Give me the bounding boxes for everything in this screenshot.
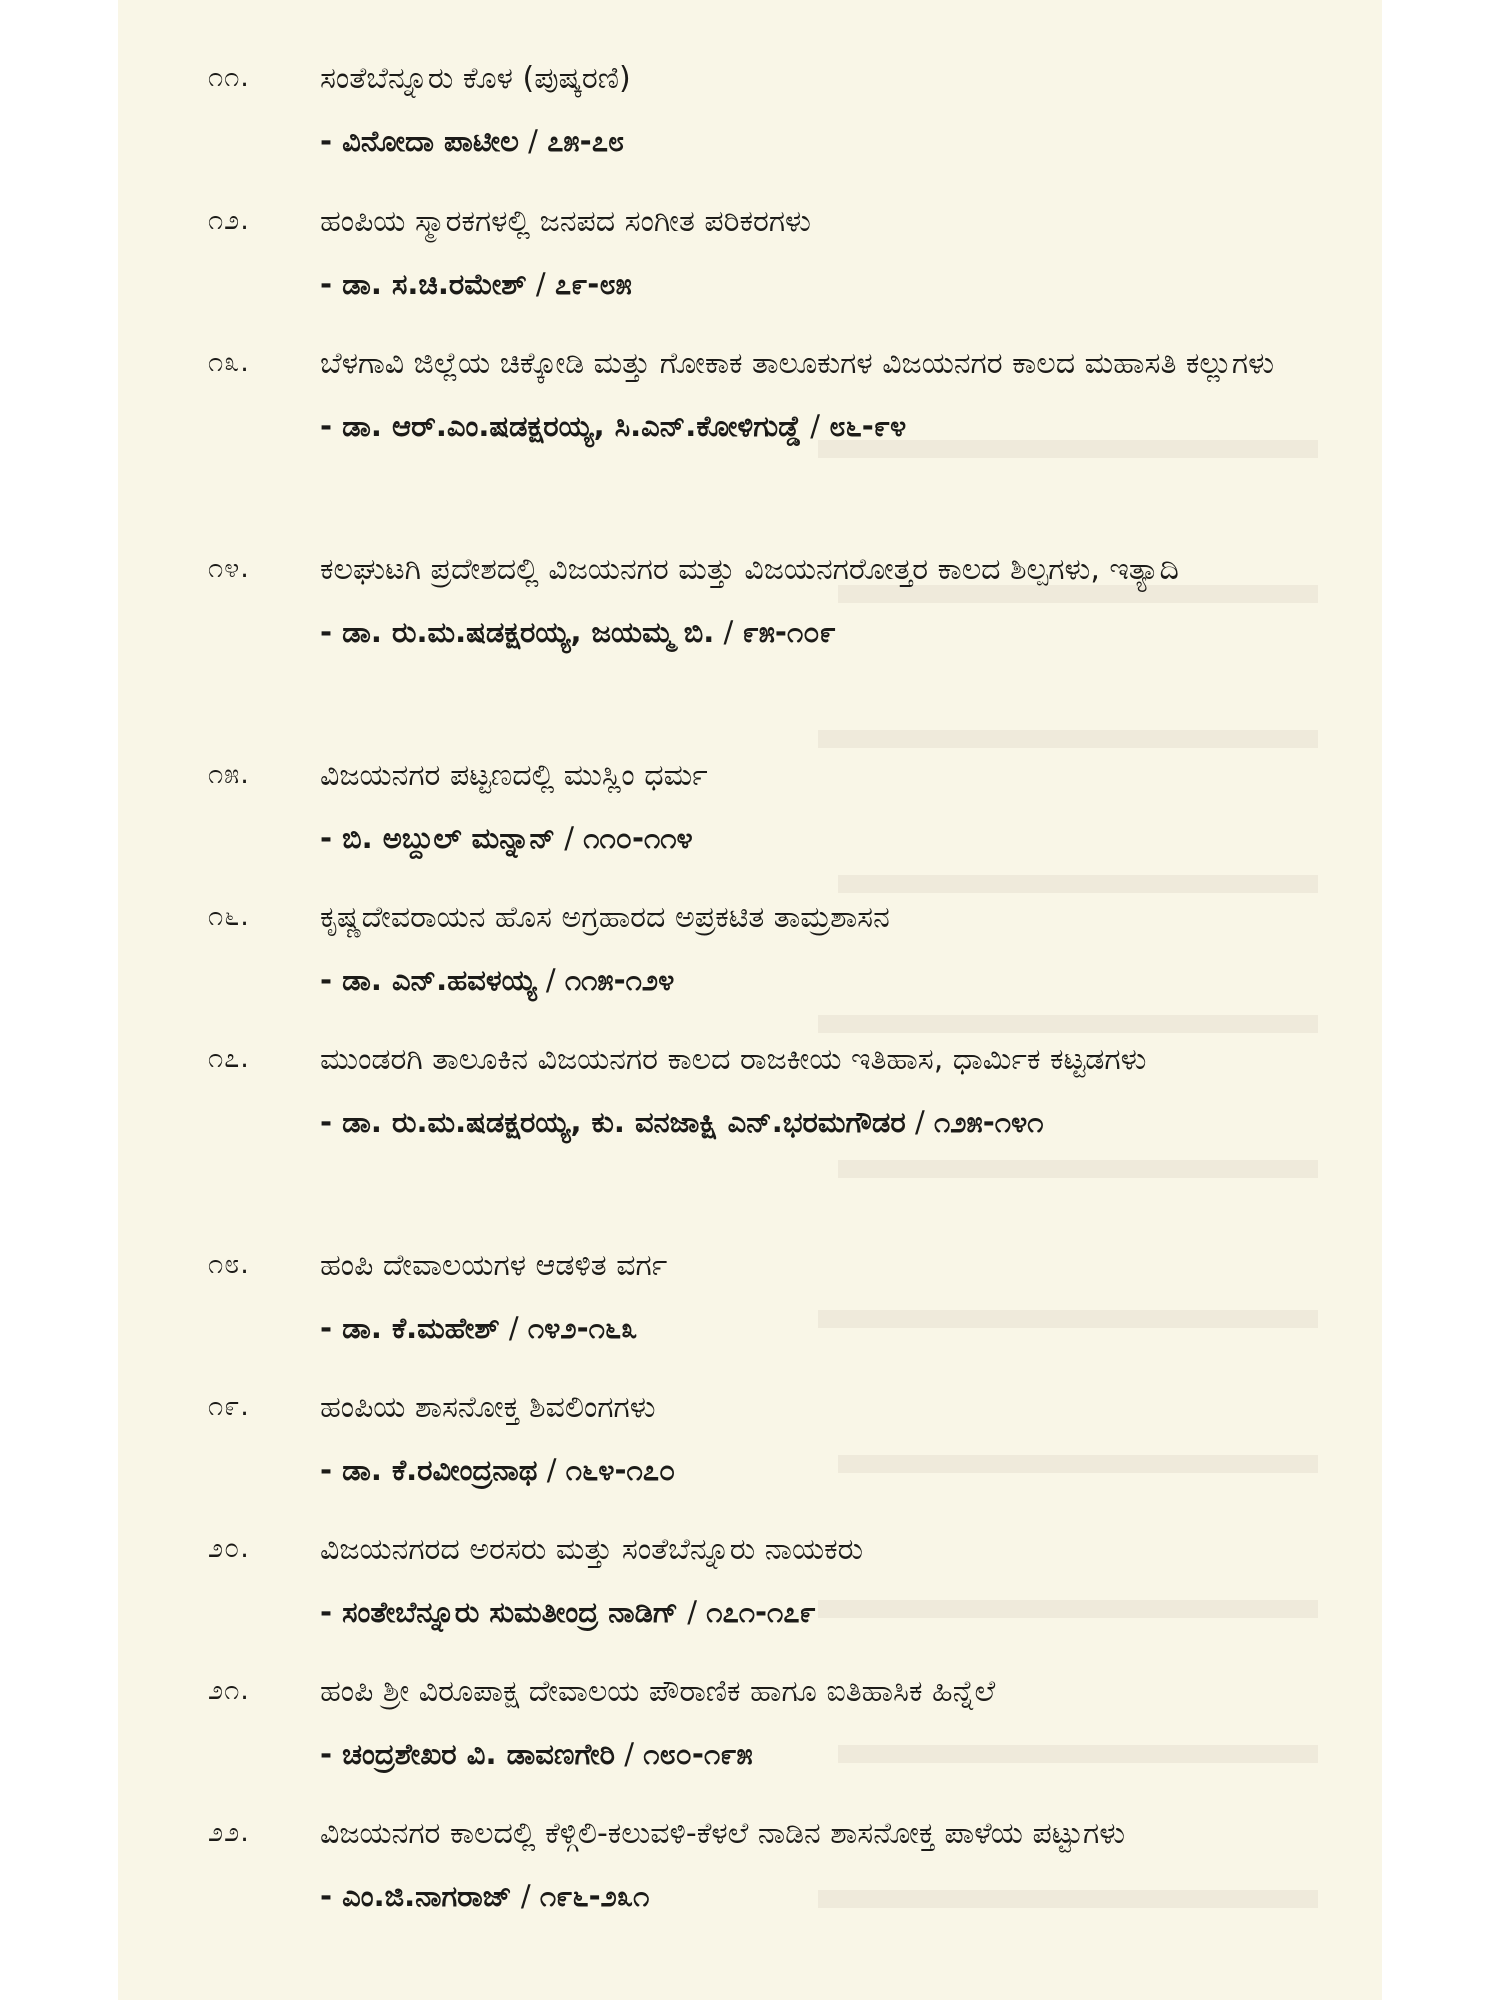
entry-title: ಸಂತೆಬೆನ್ನೂರು ಕೊಳ (ಪುಷ್ಕರಣಿ) xyxy=(320,61,631,96)
entry-separator: / xyxy=(537,1453,566,1487)
entry-author: - ಡಾ. ಆರ್.ಎಂ.ಷಡಕ್ಷರಯ್ಯ, ಸಿ.ಎನ್.ಕೋಳಿಗುಡ್ಡೆ xyxy=(320,409,802,443)
entry-separator: / xyxy=(526,267,555,301)
entry-body xyxy=(320,1235,1350,1359)
entry-author-line xyxy=(320,1091,1350,1153)
entry-separator: / xyxy=(714,615,743,649)
book-page xyxy=(118,0,1382,2000)
entry-pages: ೧೯೬-೨೩೧ xyxy=(539,1879,650,1913)
entry-body xyxy=(320,191,1350,315)
entry-pages: ೭೫-೭೮ xyxy=(547,124,625,158)
entry-separator: / xyxy=(614,1737,644,1771)
entry-body xyxy=(320,1377,1350,1501)
entry-title: ಬೆಳಗಾವಿ ಜಿಲ್ಲೆಯ ಚಿಕ್ಕೋಡಿ ಮತ್ತು ಗೋಕಾಕ ತಾಲೂಕುಗಳ ವಿಜಯನಗರ ಕಾಲದ ಮಹಾಸತಿ ಕಲ್ಲುಗಳು xyxy=(320,346,1274,381)
entry-author-line xyxy=(320,395,1350,457)
entry-title: ವಿಜಯನಗರ ಕಾಲದಲ್ಲಿ ಕೆಳ್ಗಿಲಿ-ಕಲುವಳಿ-ಕೆಳಲೆ ನಾಡಿನ ಶಾಸನೋಕ್ತ ಪಾಳೆಯ ಪಟ್ಟುಗಳು xyxy=(320,1816,1126,1851)
entry-author-line xyxy=(320,1297,1350,1359)
entry-title: ಹಂಪಿ ದೇವಾಲಯಗಳ ಆಡಳಿತ ವರ್ಗ xyxy=(320,1248,668,1283)
entry-body xyxy=(320,1519,1350,1643)
entry-pages: ೭೯-೮೫ xyxy=(554,267,632,301)
entry-pages: ೧೧೦-೧೧೪ xyxy=(583,821,693,855)
entry-number: ೧೯. xyxy=(208,1391,250,1422)
entry-author-line xyxy=(320,1723,1350,1785)
entry-title: ವಿಜಯನಗರ ಪಟ್ಟಣದಲ್ಲಿ ಮುಸ್ಲಿಂ ಧರ್ಮ xyxy=(320,758,708,793)
entry-number: ೧೧. xyxy=(208,62,250,93)
entry-title: ಹಂಪಿಯ ಸ್ಮಾರಕಗಳಲ್ಲಿ ಜನಪದ ಸಂಗೀತ ಪರಿಕರಗಳು xyxy=(320,204,811,239)
entry-title: ಹಂಪಿಯ ಶಾಸನೋಕ್ತ ಶಿವಲಿಂಗಗಳು xyxy=(320,1390,656,1425)
entry-pages: ೧೭೧-೧೭೯ xyxy=(706,1595,816,1629)
entry-number: ೧೩. xyxy=(208,347,250,378)
entry-separator: / xyxy=(801,409,830,443)
entry-separator: / xyxy=(518,124,548,158)
entry-pages: ೧೬೪-೧೭೦ xyxy=(565,1453,676,1487)
entry-pages: ೮೬-೯೪ xyxy=(829,409,907,443)
entry-number: ೧೨. xyxy=(208,205,250,236)
entry-author: - ಬಿ. ಅಬ್ದುಲ್ ಮನ್ನಾನ್ xyxy=(320,821,555,855)
entry-body xyxy=(320,1803,1350,1927)
entry-author: - ಎಂ.ಜಿ.ನಾಗರಾಜ್ xyxy=(320,1879,512,1913)
entry-separator: / xyxy=(678,1595,707,1629)
entry-author-line xyxy=(320,110,1350,172)
entry-pages: ೧೪೨-೧೬೩ xyxy=(527,1311,638,1345)
entry-separator: / xyxy=(511,1879,540,1913)
entry-author: - ಡಾ. ಎನ್.ಹವಳಯ್ಯ xyxy=(320,963,537,997)
entry-number: ೧೬. xyxy=(208,901,250,932)
entry-number: ೧೫. xyxy=(208,759,250,790)
entry-author: - ಸಂತೇಬೆನ್ನೂರು ಸುಮತೀಂದ್ರ ನಾಡಿಗ್ xyxy=(320,1595,679,1629)
entry-body xyxy=(320,745,1350,869)
entry-author: - ಡಾ. ಸ.ಚಿ.ರಮೇಶ್ xyxy=(320,267,527,301)
entry-author-line xyxy=(320,253,1350,315)
entry-title: ಕಲಘುಟಗಿ ಪ್ರದೇಶದಲ್ಲಿ ವಿಜಯನಗರ ಮತ್ತು ವಿಜಯನಗರೋತ್ತರ ಕಾಲದ ಶಿಲ್ಪಗಳು, ಇತ್ಯಾದಿ xyxy=(320,552,1179,587)
entry-number: ೧೭. xyxy=(208,1043,250,1074)
entry-pages: ೧೨೫-೧೪೧ xyxy=(933,1105,1044,1139)
entry-author-line xyxy=(320,1439,1350,1501)
entry-separator: / xyxy=(499,1311,528,1345)
show-through-line xyxy=(838,1160,1318,1178)
entry-body xyxy=(320,48,1350,172)
entry-author: - ಚಂದ್ರಶೇಖರ ವಿ. ಡಾವಣಗೇರಿ xyxy=(320,1737,615,1771)
entry-body xyxy=(320,539,1350,663)
entry-author-line xyxy=(320,601,1350,663)
entry-author: - ಡಾ. ರು.ಮ.ಷಡಕ್ಷರಯ್ಯ, ಕು. ವನಜಾಕ್ಷಿ ಎನ್.ಭರಮಗೌಡರ xyxy=(320,1105,906,1139)
entry-author-line xyxy=(320,807,1350,869)
entry-pages: ೧೮೦-೧೯೫ xyxy=(643,1737,753,1771)
entry-title: ಮುಂಡರಗಿ ತಾಲೂಕಿನ ವಿಜಯನಗರ ಕಾಲದ ರಾಜಕೀಯ ಇತಿಹಾಸ, ಧಾರ್ಮಿಕ ಕಟ್ಟಡಗಳು xyxy=(320,1042,1147,1077)
entry-author: - ಡಾ. ಕೆ.ಮಹೇಶ್ xyxy=(320,1311,500,1345)
entry-body xyxy=(320,333,1350,457)
entry-number: ೨೦. xyxy=(208,1533,250,1564)
entry-title: ವಿಜಯನಗರದ ಅರಸರು ಮತ್ತು ಸಂತೆಬೆನ್ನೂರು ನಾಯಕರು xyxy=(320,1532,864,1567)
entry-number: ೨೨. xyxy=(208,1817,250,1848)
entry-separator: / xyxy=(536,963,565,997)
entry-author: - ಡಾ. ರು.ಮ.ಷಡಕ್ಷರಯ್ಯ, ಜಯಮ್ಮ ಬಿ. xyxy=(320,615,715,649)
entry-body xyxy=(320,887,1350,1011)
entry-title: ಹಂಪಿ ಶ್ರೀ ವಿರೂಪಾಕ್ಷ ದೇವಾಲಯ ಪೌರಾಣಿಕ ಹಾಗೂ ಐತಿಹಾಸಿಕ ಹಿನ್ನೆಲೆ xyxy=(320,1674,996,1709)
entry-body xyxy=(320,1029,1350,1153)
entry-number: ೧೪. xyxy=(208,553,250,584)
entry-author-line xyxy=(320,949,1350,1011)
entry-separator: / xyxy=(905,1105,934,1139)
entry-body xyxy=(320,1661,1350,1785)
entry-number: ೧೮. xyxy=(208,1249,250,1280)
entry-pages: ೧೧೫-೧೨೪ xyxy=(564,963,675,997)
entry-pages: ೯೫-೧೦೯ xyxy=(742,615,836,649)
entry-author: - ಡಾ. ಕೆ.ರವೀಂದ್ರನಾಥ xyxy=(320,1453,538,1487)
entry-number: ೨೧. xyxy=(208,1675,250,1706)
entry-author: - ವಿನೋದಾ ಪಾಟೀಲ xyxy=(320,124,519,158)
entry-author-line xyxy=(320,1865,1350,1927)
entry-separator: / xyxy=(555,821,584,855)
entry-title: ಕೃಷ್ಣದೇವರಾಯನ ಹೊಸ ಅಗ್ರಹಾರದ ಅಪ್ರಕಟಿತ ತಾಮ್ರಶಾಸನ xyxy=(320,900,890,935)
entry-author-line xyxy=(320,1581,1350,1643)
